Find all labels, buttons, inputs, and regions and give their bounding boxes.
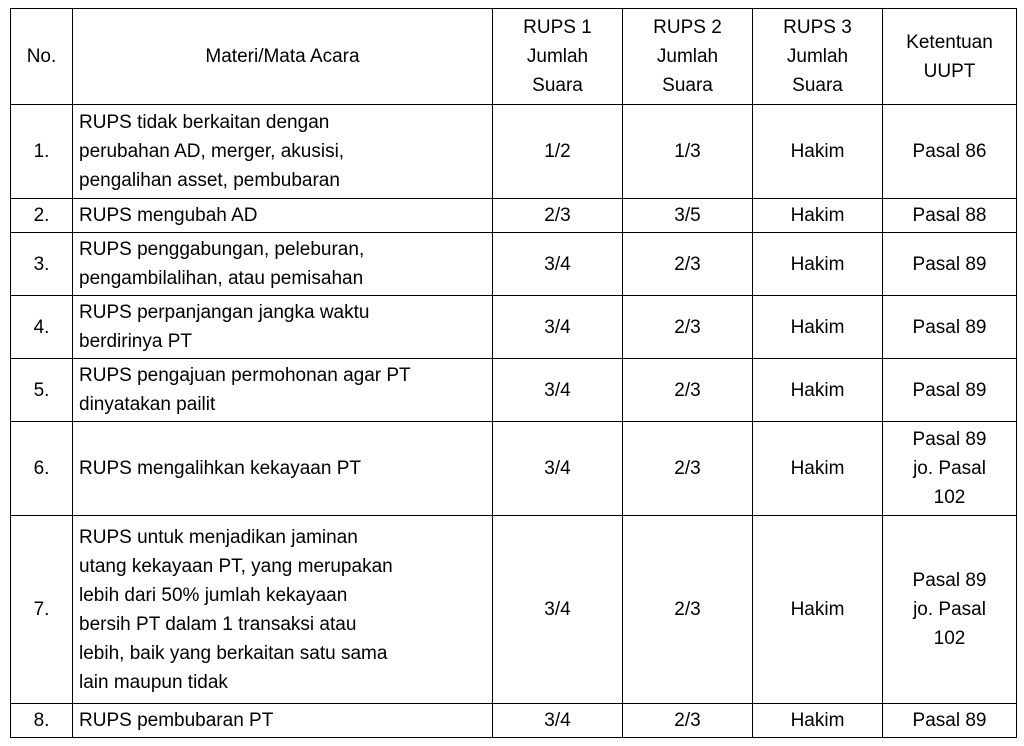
cell-rups2: 2/3	[623, 704, 753, 738]
table-row	[11, 516, 1017, 704]
cell-rups2: 2/3	[623, 233, 753, 296]
cell-rups1: 3/4	[493, 359, 623, 422]
table-row	[11, 105, 1017, 199]
cell-rups3: Hakim	[753, 233, 883, 296]
header-rups2: RUPS 2 Jumlah Suara	[623, 9, 753, 105]
cell-rups1: 2/3	[493, 199, 623, 233]
table-row	[11, 704, 1017, 738]
header-row	[11, 9, 1017, 105]
cell-rups2: 2/3	[623, 516, 753, 704]
table-row	[11, 422, 1017, 516]
cell-ketentuan: Pasal 89	[883, 233, 1017, 296]
cell-rups1: 3/4	[493, 704, 623, 738]
table-row	[11, 296, 1017, 359]
header-ketentuan: Ketentuan UUPT	[883, 9, 1017, 105]
cell-rups1: 3/4	[493, 516, 623, 704]
cell-rups2: 3/5	[623, 199, 753, 233]
cell-rups1: 3/4	[493, 422, 623, 516]
table-row	[11, 359, 1017, 422]
table-row	[11, 199, 1017, 233]
cell-rups2: 2/3	[623, 359, 753, 422]
cell-ketentuan: Pasal 86	[883, 105, 1017, 199]
cell-no: 8.	[11, 704, 73, 738]
cell-rups3: Hakim	[753, 199, 883, 233]
cell-rups2: 2/3	[623, 296, 753, 359]
cell-materi: RUPS pembubaran PT	[73, 704, 493, 738]
cell-rups3: Hakim	[753, 422, 883, 516]
table-row	[11, 233, 1017, 296]
cell-rups2: 2/3	[623, 422, 753, 516]
cell-rups3: Hakim	[753, 105, 883, 199]
cell-rups1: 3/4	[493, 296, 623, 359]
cell-ketentuan: Pasal 89 jo. Pasal 102	[883, 516, 1017, 704]
cell-materi: RUPS mengubah AD	[73, 199, 493, 233]
cell-rups3: Hakim	[753, 359, 883, 422]
cell-no: 7.	[11, 516, 73, 704]
cell-ketentuan: Pasal 88	[883, 199, 1017, 233]
cell-ketentuan: Pasal 89	[883, 704, 1017, 738]
cell-no: 6.	[11, 422, 73, 516]
cell-materi: RUPS untuk menjadikan jaminan utang kekayaan PT, yang merupakan lebih dari 50% jumlah kekayaan bersih PT dalam 1 transaksi atau lebih, baik yang berkaitan satu sama lain maupun tidak	[73, 516, 493, 704]
cell-rups3: Hakim	[753, 516, 883, 704]
cell-ketentuan: Pasal 89 jo. Pasal 102	[883, 422, 1017, 516]
cell-ketentuan: Pasal 89	[883, 296, 1017, 359]
cell-no: 2.	[11, 199, 73, 233]
cell-materi: RUPS perpanjangan jangka waktu berdirinya PT	[73, 296, 493, 359]
cell-rups1: 1/2	[493, 105, 623, 199]
cell-rups3: Hakim	[753, 296, 883, 359]
cell-no: 5.	[11, 359, 73, 422]
header-materi: Materi/Mata Acara	[73, 9, 493, 105]
cell-materi: RUPS mengalihkan kekayaan PT	[73, 422, 493, 516]
cell-no: 3.	[11, 233, 73, 296]
cell-ketentuan: Pasal 89	[883, 359, 1017, 422]
cell-no: 1.	[11, 105, 73, 199]
cell-materi: RUPS penggabungan, peleburan, pengambilalihan, atau pemisahan	[73, 233, 493, 296]
header-no: No.	[11, 9, 73, 105]
cell-rups2: 1/3	[623, 105, 753, 199]
cell-rups3: Hakim	[753, 704, 883, 738]
cell-materi: RUPS tidak berkaitan dengan perubahan AD, merger, akusisi, pengalihan asset, pembubaran	[73, 105, 493, 199]
header-rups3: RUPS 3 Jumlah Suara	[753, 9, 883, 105]
cell-no: 4.	[11, 296, 73, 359]
cell-materi: RUPS pengajuan permohonan agar PT dinyatakan pailit	[73, 359, 493, 422]
rups-voting-table	[10, 8, 1017, 738]
header-rups1: RUPS 1 Jumlah Suara	[493, 9, 623, 105]
cell-rups1: 3/4	[493, 233, 623, 296]
